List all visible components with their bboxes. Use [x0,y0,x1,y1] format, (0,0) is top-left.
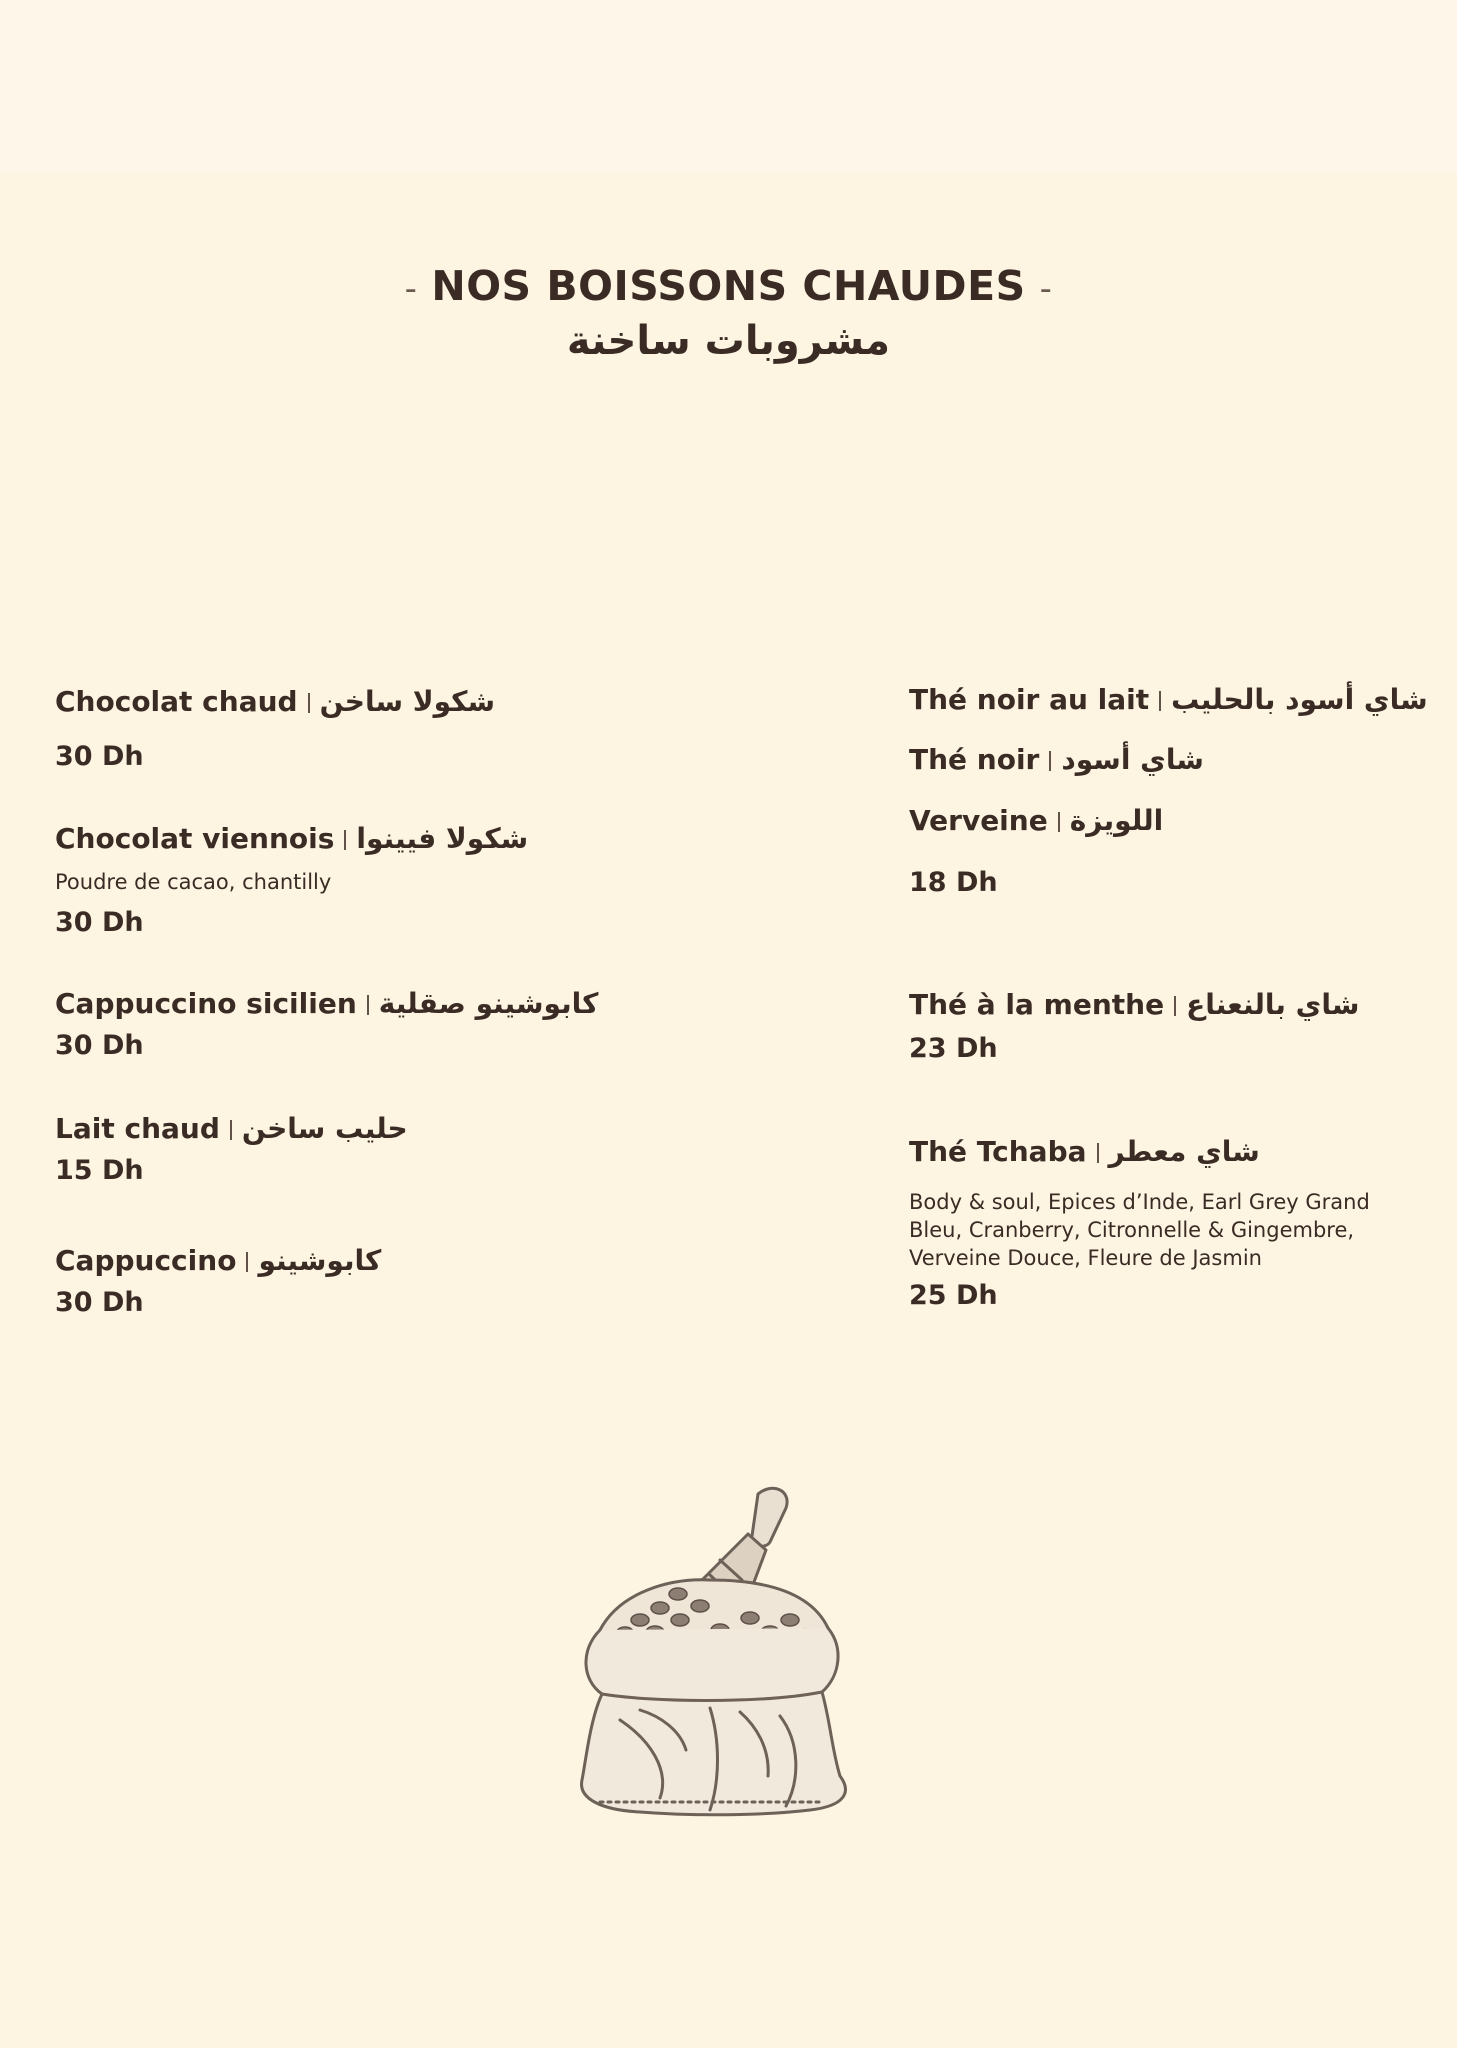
item-name-row [909,740,1428,780]
item-description: Poudre de cacao, chantilly [55,870,332,894]
item-name-fr: Cappuccino [55,1244,237,1277]
item-name-fr: Thé à la menthe [909,988,1165,1021]
item-name-fr: Thé noir [909,743,1040,776]
item-price: 25 Dh [909,1280,998,1311]
separator [230,1120,232,1140]
separator [246,1252,248,1272]
item-description [909,1188,1370,1272]
separator [1159,691,1161,711]
item-price: 30 Dh [55,1287,144,1318]
title-dash-left: - [404,269,418,309]
menu-item-the-menthe [909,985,1359,1069]
menu-item-lait-chaud [55,1109,408,1191]
menu-group-teas [909,680,1428,903]
menu-item-cappuccino [55,1241,381,1323]
item-name-row [55,1109,408,1149]
menu-item-chocolat-chaud [55,682,495,777]
item-name-fr: Verveine [909,804,1048,837]
item-price: 30 Dh [55,1030,144,1061]
menu-item-cappuccino-sicilien [55,984,598,1066]
item-name-ar: شاي بالنعناع [1186,988,1360,1021]
coffee-bean-sack-icon [560,1480,860,1830]
item-name-ar: شاي أسود بالحليب [1171,683,1428,716]
item-name-row [909,985,1359,1025]
separator [1049,751,1051,771]
separator [367,995,369,1015]
menu-item-the-tchaba [909,1132,1370,1316]
item-name-row [55,984,598,1024]
item-price: 15 Dh [55,1155,144,1186]
item-name-row [909,680,1428,720]
separator [308,693,310,713]
item-name-ar: كابوشينو صقلية [378,987,599,1020]
item-name-ar: كابوشينو [258,1244,382,1277]
item-name-row [55,1241,381,1281]
item-name-fr: Cappuccino sicilien [55,987,357,1020]
item-name-fr: Chocolat viennois [55,822,335,855]
description-line: Body & soul, Epices d’Inde, Earl Grey Grand [909,1190,1370,1214]
item-price: 30 Dh [55,741,144,772]
item-name-row [55,682,495,722]
top-band [0,0,1457,173]
item-name-ar: شاي معطر [1108,1135,1260,1168]
item-name-ar: شكولا ساخن [319,685,495,718]
item-name-ar: اللويزة [1069,804,1164,837]
item-name-ar: حليب ساخن [241,1112,408,1145]
item-name-fr: Lait chaud [55,1112,220,1145]
menu-header [0,262,1457,364]
separator [1097,1143,1099,1163]
description-line: Verveine Douce, Fleure de Jasmin [909,1246,1262,1270]
item-name-ar: شكولا فيينوا [356,822,529,855]
item-price: 18 Dh [909,867,998,898]
item-name-ar: شاي أسود [1061,743,1204,776]
item-name-fr: Thé noir au lait [909,683,1150,716]
item-name-row [909,1132,1370,1172]
separator [1174,996,1176,1016]
item-name-fr: Chocolat chaud [55,685,298,718]
title-dash-right: - [1039,269,1053,309]
item-name-row [55,819,528,859]
description-line: Bleu, Cranberry, Citronnelle & Gingembre, [909,1218,1355,1242]
separator [1058,812,1060,832]
item-price: 30 Dh [55,907,144,938]
item-price: 23 Dh [909,1033,998,1064]
separator [344,830,346,850]
page-title [0,262,1457,310]
item-name-row [909,801,1428,841]
page-title-arabic: مشروبات ساخنة [566,318,891,364]
item-name-fr: Thé Tchaba [909,1135,1087,1168]
title-text-fr: NOS BOISSONS CHAUDES [431,262,1026,310]
menu-item-chocolat-viennois [55,819,528,943]
